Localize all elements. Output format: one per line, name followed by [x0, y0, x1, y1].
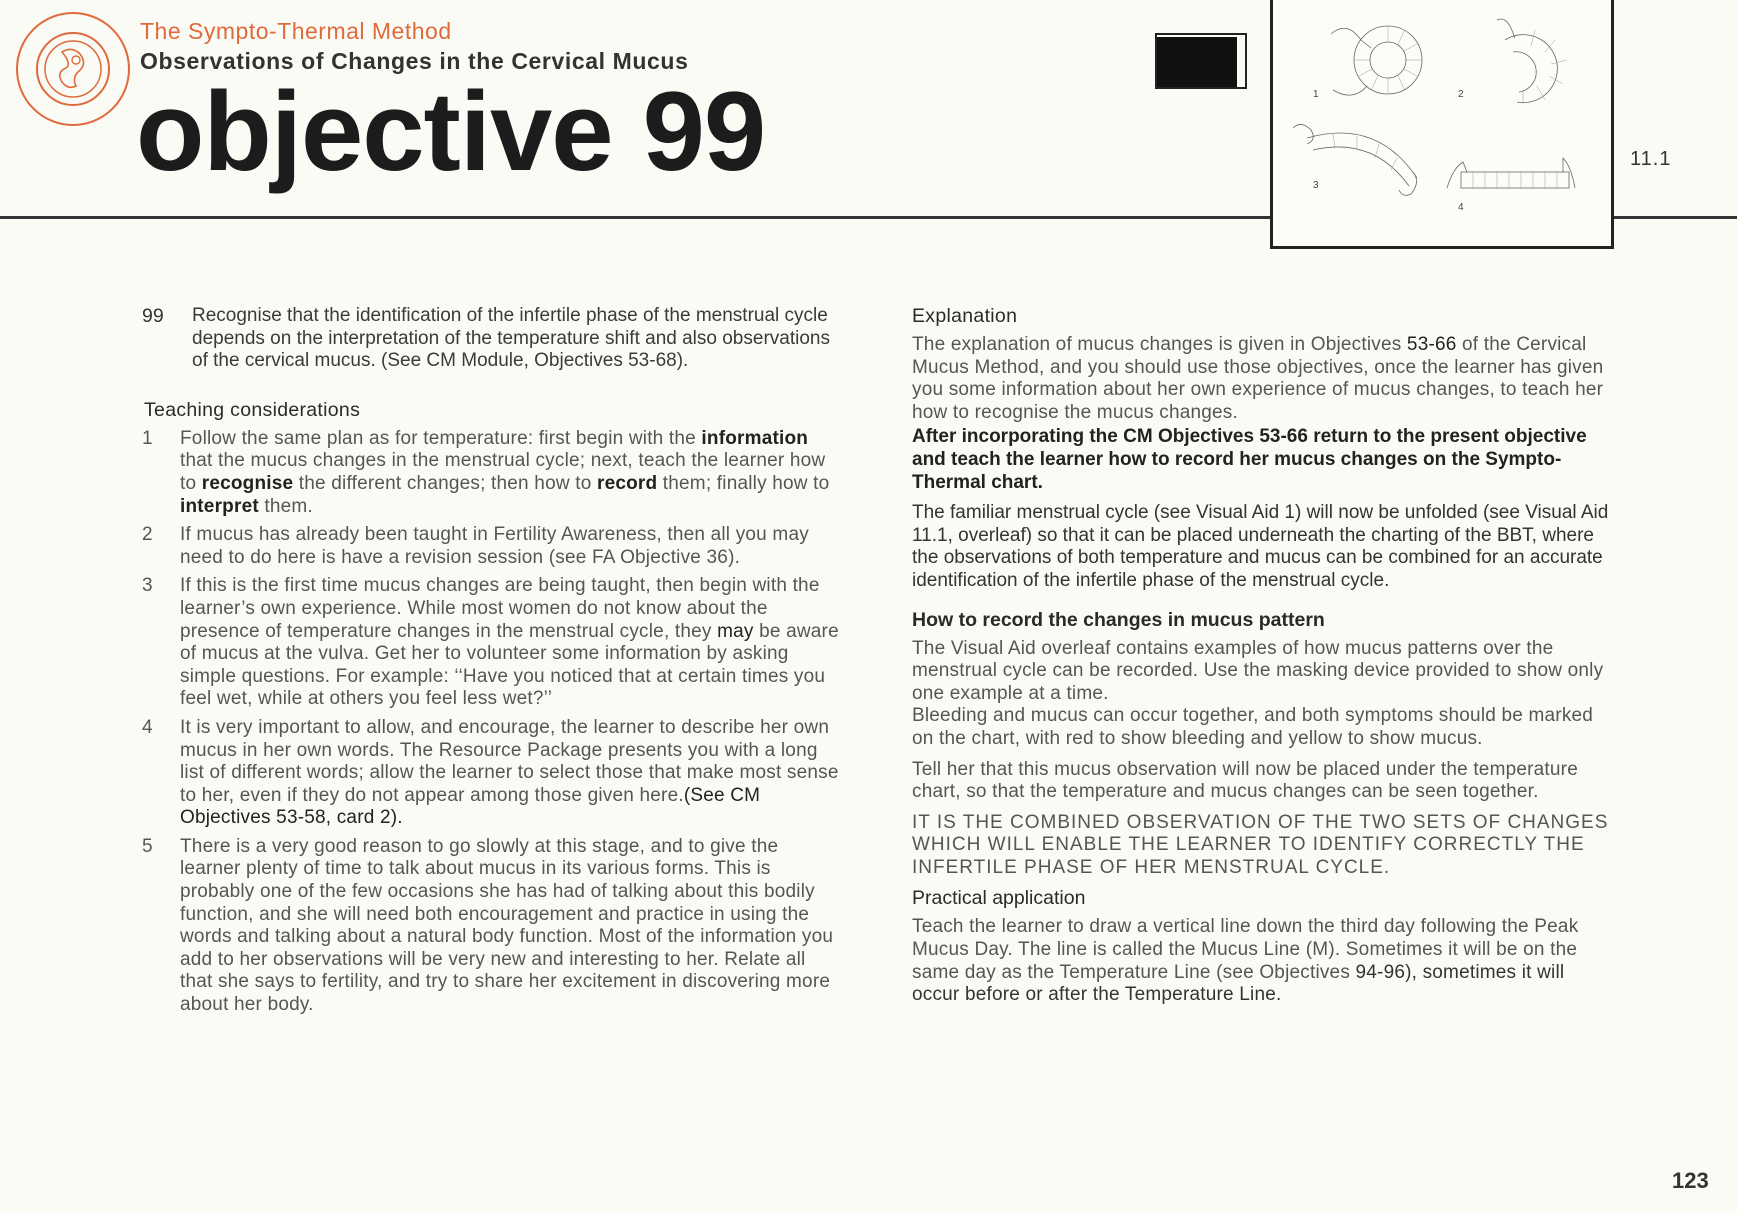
text-span: be aware of mucus at the vulva. Get her to volunteer some information by asking simple questions. For example: ‘‘Have you noticed that at certain times you feel wet, while at others you feel less wet?’’ [180, 620, 839, 710]
list-item [142, 836, 842, 1017]
list-item-text [180, 717, 842, 830]
how-to-record-heading: How to record the changes in mucus pattern [912, 608, 1325, 631]
text-span: Follow the same plan as for temperature: first begin with the [180, 427, 702, 449]
text-span: that the mucus changes in the menstrual cycle; next, teach the learner how to [180, 450, 826, 494]
objective-statement-number: 99 [142, 305, 164, 327]
list-item-number: 4 [142, 716, 153, 738]
text-span: It is very important to allow, and encourage, the learner to describe her own mucus in her own words. The Resource Package presents you with a long list of different words; allow the learner to select those that make most sense to her, even if they do not appear among those given here. [180, 716, 839, 806]
explanation-heading: Explanation [912, 305, 1018, 327]
text-span: The explanation of mucus changes is given in Objectives [912, 334, 1407, 355]
module-title: Observations of Changes in the Cervical Mucus [140, 48, 689, 74]
list-item [142, 575, 842, 711]
list-item-number: 5 [142, 835, 153, 857]
left-column [142, 305, 842, 1023]
objective-statement-text: Recognise that the identification of the infertile phase of the menstrual cycle depends on the interpretation of the temperature shift and also observations of the cervical mucus. (See CM Module, Objectives 53-68). [192, 305, 830, 372]
visual-aid-illustration [1270, 0, 1614, 249]
text-span: them. [258, 495, 313, 517]
practical-application-heading: Practical application [912, 887, 1086, 910]
text-span: 94-96), sometimes it will occur before or after the Temperature Line. [912, 961, 1565, 1006]
list-item [142, 428, 842, 518]
fig-label-1: 1 [1313, 89, 1319, 100]
list-item-text: There is a very good reason to go slowly at this stage, and to give the learner plenty of time to talk about mucus in its various forms. This is probably one of the few occasions she has had of talking about this bodily function, and she will need both encouragement and practice in using the words and talking about a natural body function. Most of the information you add to her observations will be very new and interesting to her. Relate all that she says to fertility, and try to share her excitement in discovering more about her body. [180, 835, 834, 1016]
how-to-record-text-3: Tell her that this mucus observation will now be placed under the temperature chart, so that the temperature and mucus changes can be seen together. [912, 758, 1578, 803]
text-span: the different changes; then how to [293, 472, 597, 494]
combined-observation-caps: IT IS THE COMBINED OBSERVATION OF THE TWO SETS OF CHANGES WHICH WILL ENABLE THE LEARNER TO IDENTIFY CORRECTLY THE INFERTILE PHASE OF HER MENSTRUAL CYCLE. [912, 811, 1609, 878]
practical-application-text [912, 916, 1612, 1006]
list-item-text: If mucus has already been taught in Fertility Awareness, then all you may need to do here is have a revision session (see FA Objective 36). [180, 524, 809, 568]
objective-statement [142, 305, 842, 373]
how-to-record-text-2: Bleeding and mucus can occur together, and both symptoms should be marked on the chart, with red to show bleeding and yellow to show mucus. [912, 705, 1594, 749]
text-span: Teach the learner to draw a vertical line down the third day following the Peak Mucus Day. The line is called the Mucus Line (M). Sometimes it will be on the same day as the Temperature Line (see Objectives [912, 916, 1579, 983]
objective-number: 99 [642, 69, 766, 194]
method-subtitle: The Sympto-Thermal Method [140, 18, 452, 44]
fig-label-2: 2 [1458, 89, 1464, 100]
reference-text: 53-66 [1406, 334, 1457, 355]
right-column [912, 305, 1612, 1007]
list-item-text [180, 575, 842, 711]
list-item-number: 3 [142, 575, 153, 597]
text-span: of the Cervical Mucus Method, and you should use those objectives, once the learner has given you some information about her own experience of mucus changes, to teach her how to recognise the mucus changes. [912, 334, 1604, 423]
section-number: 11.1 [1630, 148, 1672, 170]
fig-label-3: 3 [1313, 180, 1319, 191]
bold-term: interpret [180, 495, 259, 517]
how-to-record-text-1: The Visual Aid overleaf contains examples of how mucus patterns over the menstrual cycle can be recorded. Use the masking device provided to show only one example at a time. [912, 637, 1604, 704]
list-item [142, 524, 842, 569]
objective-word: objective [136, 69, 613, 194]
bold-term: recognise [201, 472, 294, 494]
list-item [142, 717, 842, 830]
black-tab-outline [1155, 33, 1247, 89]
list-item-number: 2 [142, 524, 153, 546]
reference-text: (See CM Objectives 53-58, card 2). [180, 784, 761, 829]
list-item-number: 1 [142, 427, 153, 449]
teaching-considerations-heading: Teaching considerations [144, 398, 361, 421]
fig-label-4: 4 [1458, 202, 1464, 213]
bold-term: record [596, 472, 658, 494]
explanation-text [912, 334, 1612, 424]
emphasis-term: may [717, 620, 754, 642]
page-number: 123 [1672, 1168, 1709, 1193]
explanation-instruction: After incorporating the CM Objectives 53-66 return to the present objective and teach the learner how to record her mucus changes on the Sympto-Thermal chart. [912, 426, 1587, 493]
method-logo-icon [14, 10, 132, 128]
text-span: them; finally how to [657, 472, 830, 494]
text-span: If this is the first time mucus changes are being taught, then begin with the learner’s own experience. While most women do not know about the presence of temperature changes in the menstrual cycle, they [180, 575, 820, 642]
list-item-text [180, 428, 842, 518]
familiar-cycle-text: The familiar menstrual cycle (see Visual Aid 1) will now be unfolded (see Visual Aid 11.1, overleaf) so that it can be placed underneath the charting of the BBT, where the observations of both temperature and mucus can be combined for an accurate identification of the infertile phase of the menstrual cycle. [912, 502, 1609, 591]
mucus-cycle-diagram-icon [1273, 0, 1611, 246]
objective-heading [136, 70, 765, 193]
bold-term: information [701, 427, 809, 449]
